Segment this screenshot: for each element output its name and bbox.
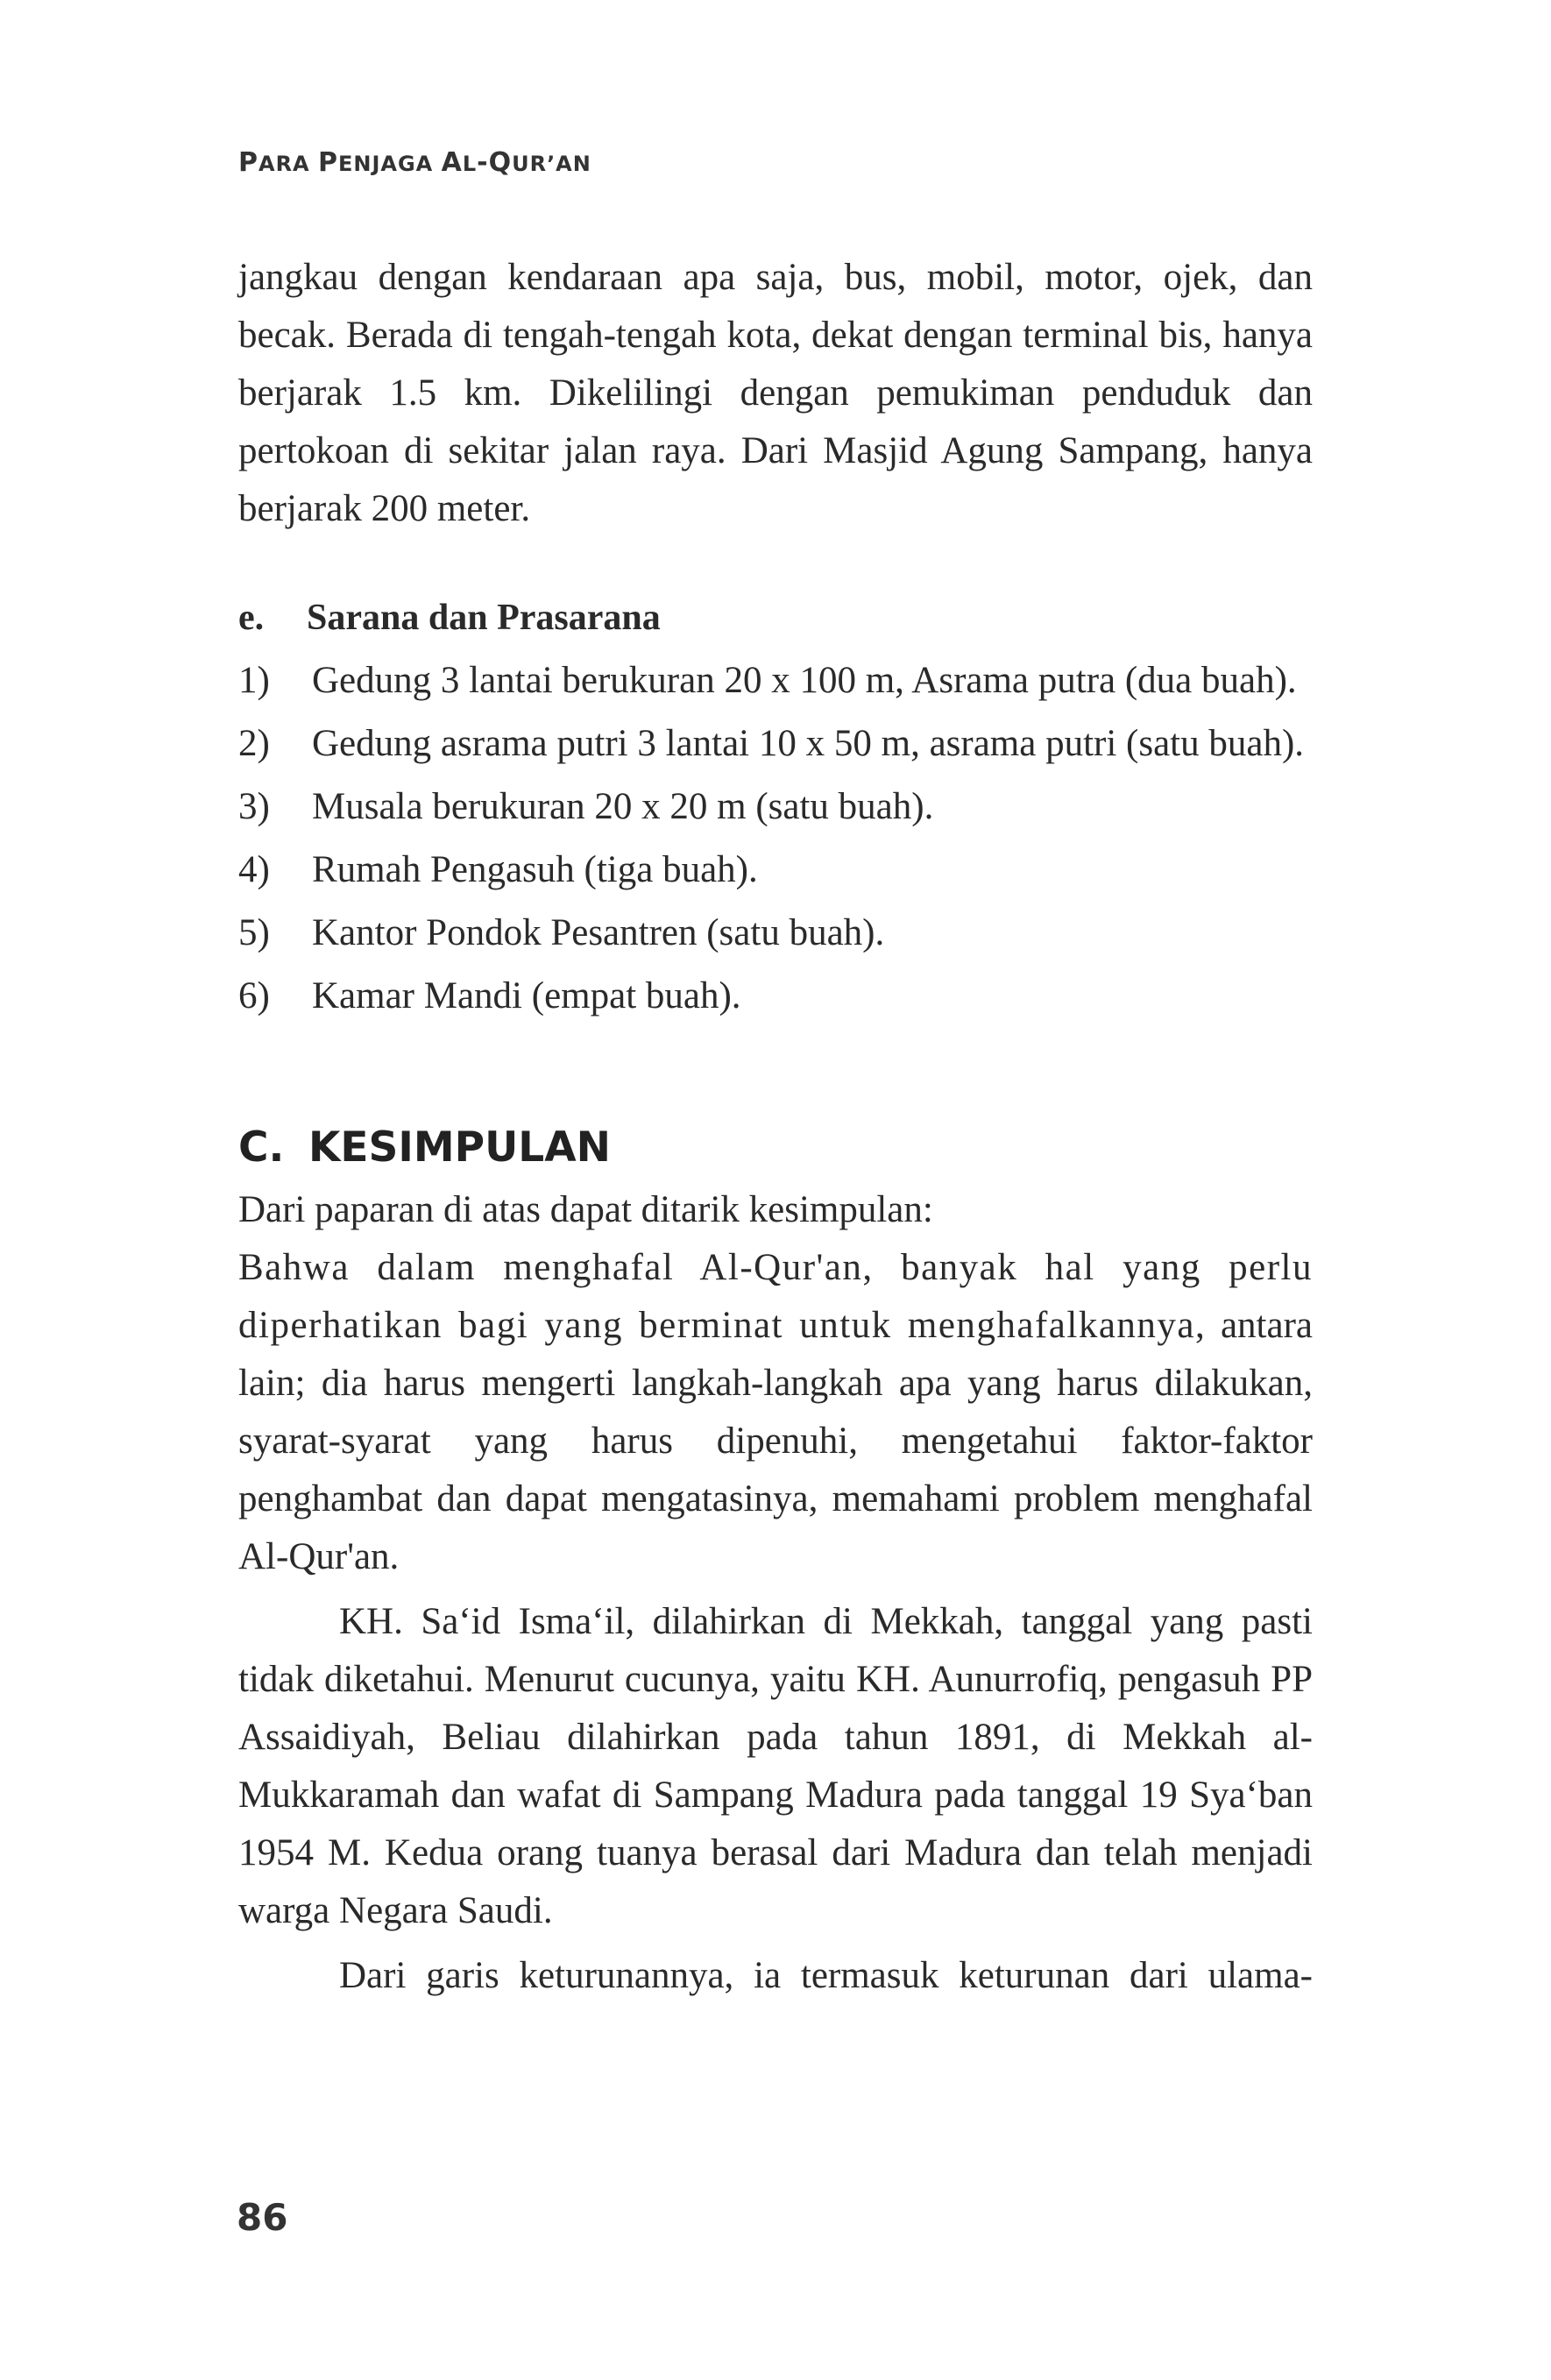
list-item-number: 6) xyxy=(238,975,270,1016)
page-body xyxy=(238,249,1313,2005)
list-item-text: Gedung asrama putri 3 lantai 10 x 50 m, asrama putri (satu buah). xyxy=(312,723,1305,764)
conclusion-paragraph-1-start: Bahwa dalam menghafal Al-Qur'an, banyak hal yang perlu diperhatikan bagi yang berminat untuk menghafalkannya, xyxy=(238,1247,1313,1346)
list-item-number: 5) xyxy=(238,912,270,953)
paragraph-intro: jangkau dengan kendaraan apa saja, bus, mobil, motor, ojek, dan becak. Berada di tengah-tengah kota, dekat dengan terminal bis, hanya berjarak 1.5 km. Dikelilingi dengan pemukiman penduduk dan pertokoan di sekitar jalan raya. Dari Masjid Agung Sampang, hanya berjarak 200 meter. xyxy=(238,257,1313,529)
list-item-text: Kantor Pondok Pesantren (satu buah). xyxy=(312,912,885,953)
list-item xyxy=(238,715,1313,773)
section-e-title: Sarana dan Prasarana xyxy=(307,598,661,638)
conclusion-intro: Dari paparan di atas dapat ditarik kesimpulan: xyxy=(238,1189,933,1230)
list-item-text: Rumah Pengasuh (tiga buah). xyxy=(312,849,758,890)
list-item-text: Gedung 3 lantai berukuran 20 x 100 m, Asrama putra (dua buah). xyxy=(312,660,1297,701)
section-e-heading xyxy=(238,589,1313,647)
list-item-text: Kamar Mandi (empat buah). xyxy=(312,975,741,1016)
list-item xyxy=(238,778,1313,836)
list-item-number: 1) xyxy=(238,660,270,701)
page-number: 86 xyxy=(237,2196,288,2239)
section-e-label: e. xyxy=(238,598,265,638)
section-c-title: KESIMPULAN xyxy=(308,1123,611,1172)
list-item-text: Musala berukuran 20 x 20 m (satu buah). xyxy=(312,786,934,827)
list-item xyxy=(238,841,1313,899)
biography-paragraph: KH. Sa‘id Isma‘il, dilahirkan di Mekkah, tanggal yang pasti tidak diketahui. Menurut cucunya, yaitu KH. Aunurrofiq, pengasuh PP Assaidiyah, Beliau dilahirkan pada tahun 1891, di Mekkah al-Mukkaramah dan wafat di Sampang Madura pada tanggal 19 Sya‘ban 1954 M. Kedua orang tuanya berasal dari Madura dan telah menjadi warga Negara Saudi. xyxy=(238,1601,1313,1931)
facilities-list xyxy=(238,652,1313,1025)
running-head: PARA PENJAGA AL-QUR’AN xyxy=(238,147,591,178)
list-item xyxy=(238,904,1313,962)
list-item-number: 3) xyxy=(238,786,270,827)
list-item-number: 2) xyxy=(238,723,270,764)
list-item xyxy=(238,967,1313,1025)
conclusion-paragraph-1 xyxy=(238,1239,1313,1586)
conclusion-paragraph-1-rest: antara lain; dia harus mengerti langkah-langkah apa yang harus dilakukan, syarat-syarat yang harus dipenuhi, mengetahui faktor-faktor penghambat dan dapat mengatasinya, memahami problem menghafal Al-Qur'an. xyxy=(238,1305,1313,1577)
list-item-number: 4) xyxy=(238,849,270,890)
section-c-heading xyxy=(238,1122,1313,1174)
lineage-paragraph: Dari garis keturunannya, ia termasuk keturunan dari ulama- xyxy=(339,1955,1313,1996)
list-item xyxy=(238,652,1313,710)
section-c-label: C. xyxy=(238,1123,285,1172)
